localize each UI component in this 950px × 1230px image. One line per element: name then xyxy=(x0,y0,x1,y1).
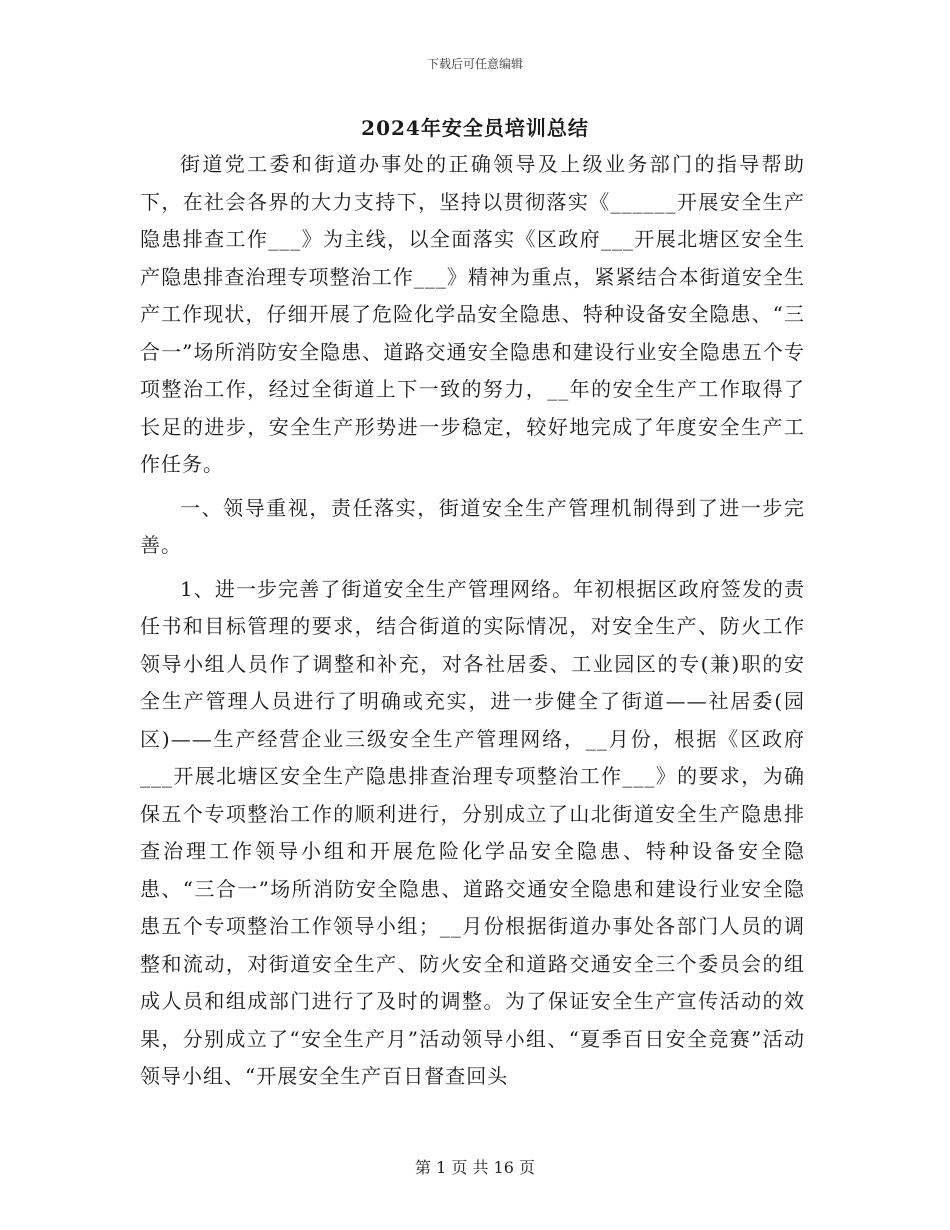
header-note: 下载后可任意编辑 xyxy=(426,57,523,71)
page-number-footer: 第 1 页 共 16 页 xyxy=(415,1158,535,1177)
paragraph-item-1: 1、进一步完善了街道安全生产管理网络。年初根据区政府签发的责任书和目标管理的要求，结合街道的实际情况，对安全生产、防火工作领导小组人员作了调整和补充，对各社居委、工业园区的专(兼)职的安全生产管理人员进行了明确或充实，进一步健全了街道——社居委(园区)——生产经营企业三级安全生产管理网络，__月份，根据《区政府___开展北塘区安全生产隐患排查治理专项整治工作___》的要求，为确保五个专项整治工作的顺利进行，分别成立了山北街道安全生产隐患排查治理工作领导小组和开展危险化学品安全隐患、特种设备安全隐患、“三合一”场所消防安全隐患、道路交通安全隐患和建设行业安全隐患五个专项整治工作领导小组；__月份根据街道办事处各部门人员的调整和流动，对街道安全生产、防火安全和道路交通安全三个委员会的组成人员和组成部门进行了及时的调整。为了保证安全生产宣传活动的效果，分别成立了“安全生产月”活动领导小组、“夏季百日安全竞赛”活动领导小组、“开展安全生产百日督查回头 xyxy=(140,576,805,1088)
paragraph-section-heading: 一、领导重视，责任落实，街道安全生产管理机制得到了进一步完善。 xyxy=(140,495,805,557)
paragraph-intro: 街道党工委和街道办事处的正确领导及上级业务部门的指导帮助下，在社会各界的大力支持下，坚持以贯彻落实《______开展安全生产隐患排查工作___》为主线，以全面落实《区政府___开展北塘区安全生产隐患排查治理专项整治工作___》精神为重点，紧紧结合本街道安全生产工作现状，仔细开展了危险化学品安全隐患、特种设备安全隐患、“三合一”场所消防安全隐患、道路交通安全隐患和建设行业安全隐患五个专项整治工作，经过全街道上下一致的努力，__年的安全生产工作取得了长足的进步，安全生产形势进一步稳定，较好地完成了年度安全生产工作任务。 xyxy=(140,152,805,476)
page-title: 2024年安全员培训总结 xyxy=(361,116,589,140)
document-body xyxy=(140,146,805,1102)
